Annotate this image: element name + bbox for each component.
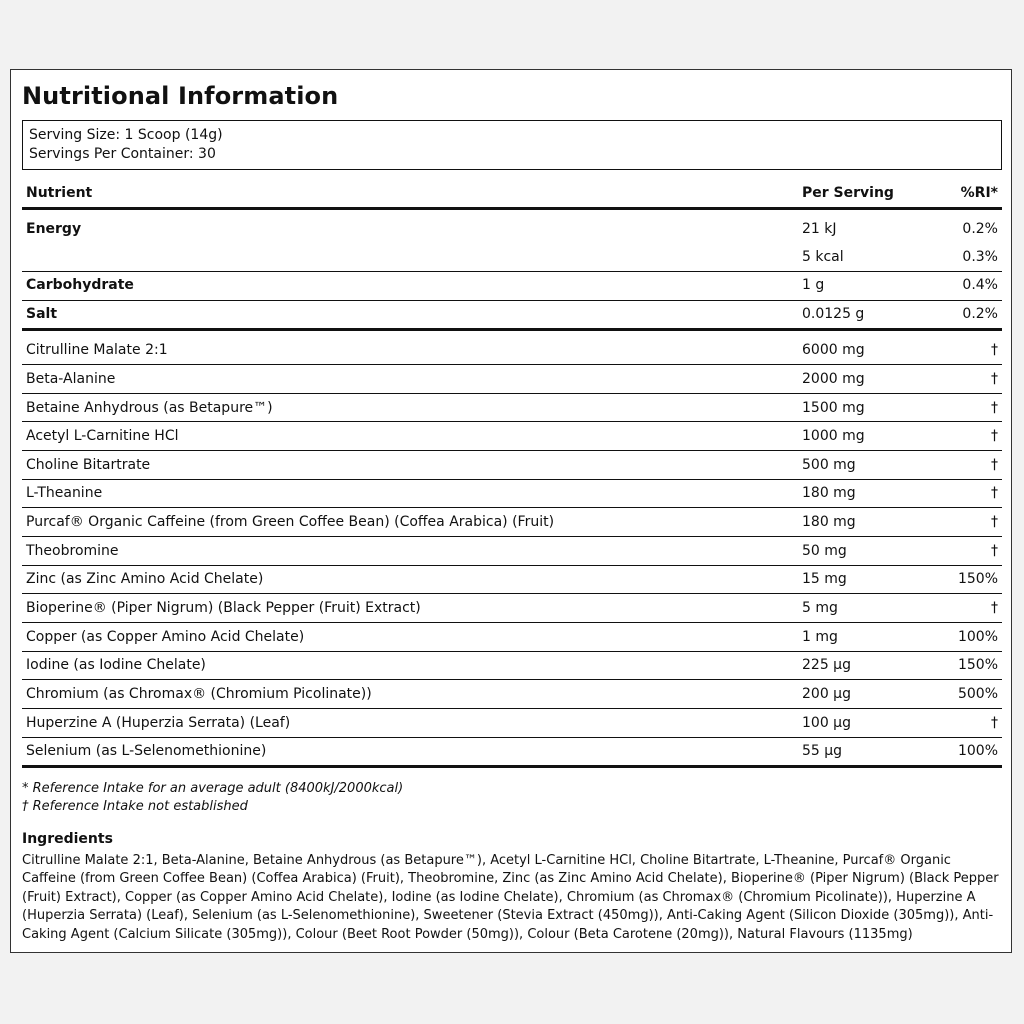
nutrient-ri: 0.2% [962,306,998,322]
footnote-dagger: † Reference Intake not established [22,799,248,814]
divider [22,421,1002,422]
ingredient-amount: 180 mg [802,514,856,530]
divider [22,593,1002,594]
ingredient-ri: † [991,514,998,530]
ingredient-ri: † [991,342,998,358]
header-per-serving: Per Serving [802,185,894,201]
ingredient-name: Selenium (as L-Selenomethionine) [26,743,267,759]
nutrient-amount: 21 kJ [802,221,837,237]
ingredient-name: Acetyl L-Carnitine HCl [26,428,179,444]
ingredient-amount: 100 µg [802,715,851,731]
ingredient-amount: 2000 mg [802,371,865,387]
ingredient-ri: 500% [957,686,998,702]
header-nutrient: Nutrient [26,185,93,201]
ingredient-amount: 5 mg [802,600,838,616]
ingredient-amount: 1 mg [802,629,838,645]
divider [22,622,1002,623]
ingredient-ri: † [991,485,998,501]
divider [22,708,1002,709]
ingredient-ri: 100% [957,629,998,645]
divider-thick [22,765,1002,768]
ingredient-ri: 150% [957,571,998,587]
nutrient-amount: 0.0125 g [802,306,865,322]
ingredient-amount: 50 mg [802,543,847,559]
servings-per-container: Servings Per Container: 30 [29,146,216,162]
serving-info-box [22,120,1002,170]
divider-thick [22,207,1002,210]
ingredient-name: Iodine (as Iodine Chelate) [26,657,206,673]
ingredient-name: Citrulline Malate 2:1 [26,342,168,358]
divider [22,450,1002,451]
divider [22,479,1002,480]
page-title: Nutritional Information [22,82,339,110]
ingredient-amount: 55 µg [802,743,843,759]
ingredient-ri: 150% [957,657,998,673]
divider [22,393,1002,394]
nutrient-ri: 0.4% [962,277,998,293]
ingredient-ri: † [991,543,998,559]
ingredient-amount: 200 µg [802,686,851,702]
ingredient-ri: † [991,600,998,616]
divider [22,565,1002,566]
ingredient-amount: 500 mg [802,457,856,473]
ingredient-name: Choline Bitartrate [26,457,151,473]
ingredient-ri: 100% [957,743,998,759]
divider-thick [22,328,1002,331]
serving-size: Serving Size: 1 Scoop (14g) [29,127,223,143]
ingredient-ri: † [991,428,998,444]
ingredient-amount: 6000 mg [802,342,865,358]
divider [22,679,1002,680]
ingredient-name: Beta-Alanine [26,371,116,387]
divider [22,536,1002,537]
ingredient-name: Copper (as Copper Amino Acid Chelate) [26,629,305,645]
ingredients-text: Citrulline Malate 2:1, Beta-Alanine, Betaine Anhydrous (as Betapure™), Acetyl L-Carnitine HCl, Choline Bitartrate, L-Theanine, Purcaf® Organic Caffeine (from Green Coffee Bean) (Coffea Arabica) (Fruit), Theobromine, Zinc (as Zinc Amino Acid Chelate), Bioperine® (Piper Nigrum) (Black Pepper (Fruit) Extract), Copper (as Copper Amino Acid Chelate), Iodine (as Iodine Chelate), Chromium (as Chromax® (Chromium Picolinate)), Huperzine A (Huperzia Serrata) (Leaf), Selenium (as L-Selenomethionine), Sweetener (Stevia Extract (450mg)), Anti-Caking Agent (Silicon Dioxide (305mg)), Anti-Caking Agent (Calcium Silicate (305mg)), Colour (Beet Root Powder (50mg)), Colour (Beta Carotene (20mg)), Natural Flavours (1135mg) [22,853,999,942]
ingredient-name: Chromium (as Chromax® (Chromium Picolinate)) [26,686,372,702]
ingredient-ri: † [991,371,998,387]
ingredient-name: L-Theanine [26,485,103,501]
divider [22,300,1002,301]
nutrient-ri: 0.2% [962,221,998,237]
ingredients-heading: Ingredients [22,831,113,847]
nutrient-name: Energy [26,221,82,237]
ingredient-ri: † [991,400,998,416]
ingredient-name: Bioperine® (Piper Nigrum) (Black Pepper (Fruit) Extract) [26,600,421,616]
nutrient-amount: 1 g [802,277,825,293]
ingredient-name: Theobromine [26,543,119,559]
nutrient-name: Salt [26,306,58,322]
nutrient-amount: 5 kcal [802,249,844,265]
header-ri: %RI* [960,185,998,201]
nutrition-panel [10,69,1012,953]
ingredient-name: Zinc (as Zinc Amino Acid Chelate) [26,571,264,587]
ingredient-amount: 225 µg [802,657,851,673]
divider [22,737,1002,738]
divider [22,364,1002,365]
ingredient-name: Betaine Anhydrous (as Betapure™) [26,400,273,416]
ingredient-amount: 15 mg [802,571,847,587]
footnote-ri: * Reference Intake for an average adult (8400kJ/2000kcal) [22,781,404,796]
nutrient-ri: 0.3% [962,249,998,265]
nutrient-name: Carbohydrate [26,277,134,293]
ingredient-ri: † [991,457,998,473]
ingredient-name: Huperzine A (Huperzia Serrata) (Leaf) [26,715,291,731]
ingredient-ri: † [991,715,998,731]
divider [22,507,1002,508]
divider [22,271,1002,272]
ingredient-amount: 180 mg [802,485,856,501]
ingredient-amount: 1500 mg [802,400,865,416]
ingredient-name: Purcaf® Organic Caffeine (from Green Coffee Bean) (Coffea Arabica) (Fruit) [26,514,555,530]
ingredient-amount: 1000 mg [802,428,865,444]
divider [22,651,1002,652]
